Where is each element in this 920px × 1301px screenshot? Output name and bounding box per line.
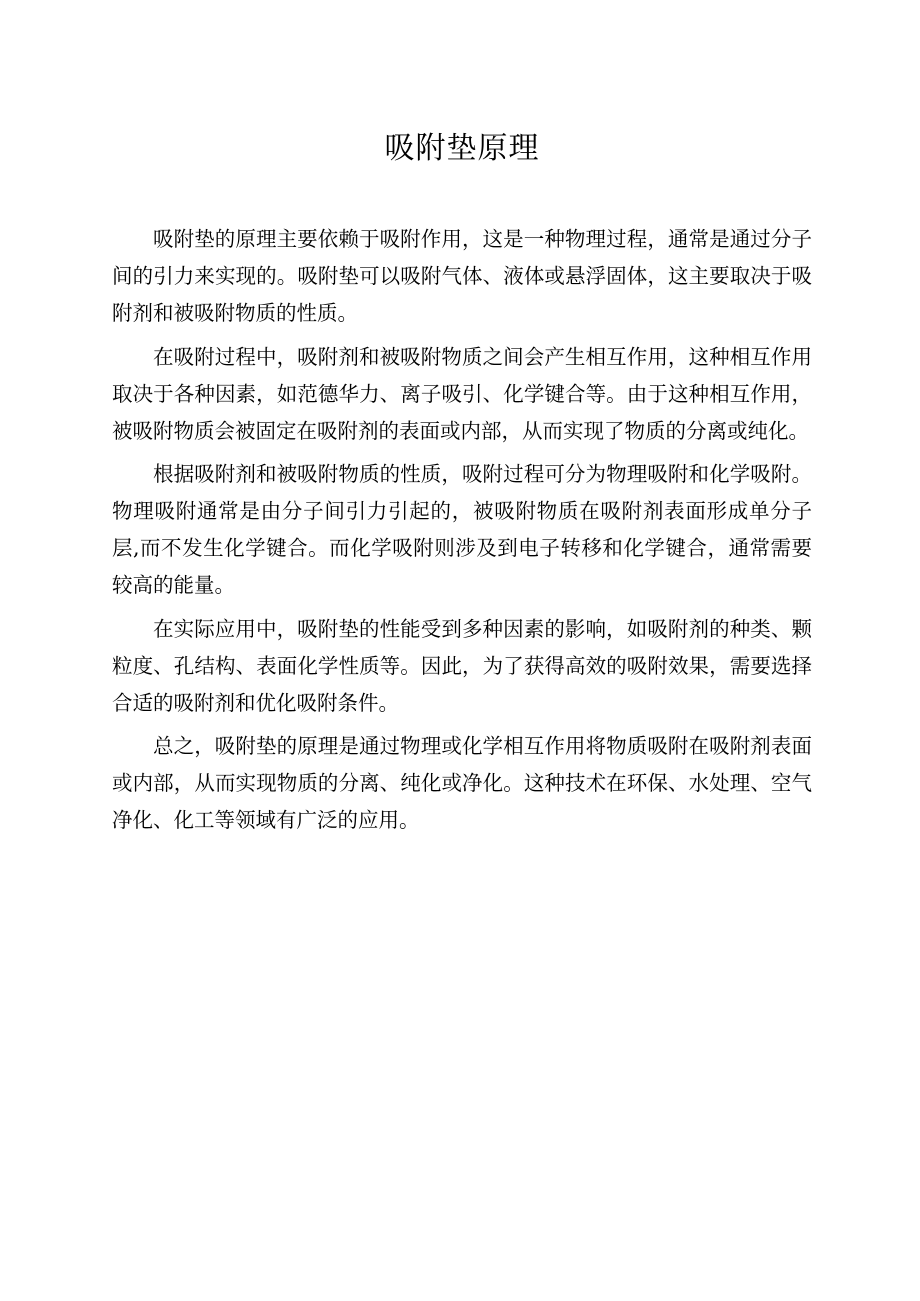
paragraph-1: 吸附垫的原理主要依赖于吸附作用，这是一种物理过程，通常是通过分子间的引力来实现的。吸附垫可以吸附气体、液体或悬浮固体，这主要取决于吸附剂和被吸附物质的性质。: [112, 227, 812, 325]
paragraph-2: 在吸附过程中，吸附剂和被吸附物质之间会产生相互作用，这种相互作用取决于各种因素，如范德华力、离子吸引、化学键合等。由于这种相互作用，被吸附物质会被固定在吸附剂的表面或内部，从而实现了物质的分离或纯化。: [112, 344, 812, 443]
document-body: [112, 221, 812, 846]
paragraph-4: 在实际应用中，吸附垫的性能受到多种因素的影响，如吸附剂的种类、颗粒度、孔结构、表面化学性质等。因此，为了获得高效的吸附效果，需要选择合适的吸附剂和优化吸附条件。: [112, 616, 812, 715]
paragraph-3: 根据吸附剂和被吸附物质的性质，吸附过程可分为物理吸附和化学吸附。物理吸附通常是由分子间引力引起的，被吸附物质在吸附剂表面形成单分子层,而不发生化学键合。而化学吸附则涉及到电子转移和化学键合，通常需要较高的能量。: [112, 462, 812, 597]
page-title: 吸附垫原理: [384, 131, 540, 166]
paragraph-5: 总之，吸附垫的原理是通过物理或化学相互作用将物质吸附在吸附剂表面或内部，从而实现物质的分离、纯化或净化。这种技术在环保、水处理、空气净化、化工等领域有广泛的应用。: [112, 734, 812, 832]
